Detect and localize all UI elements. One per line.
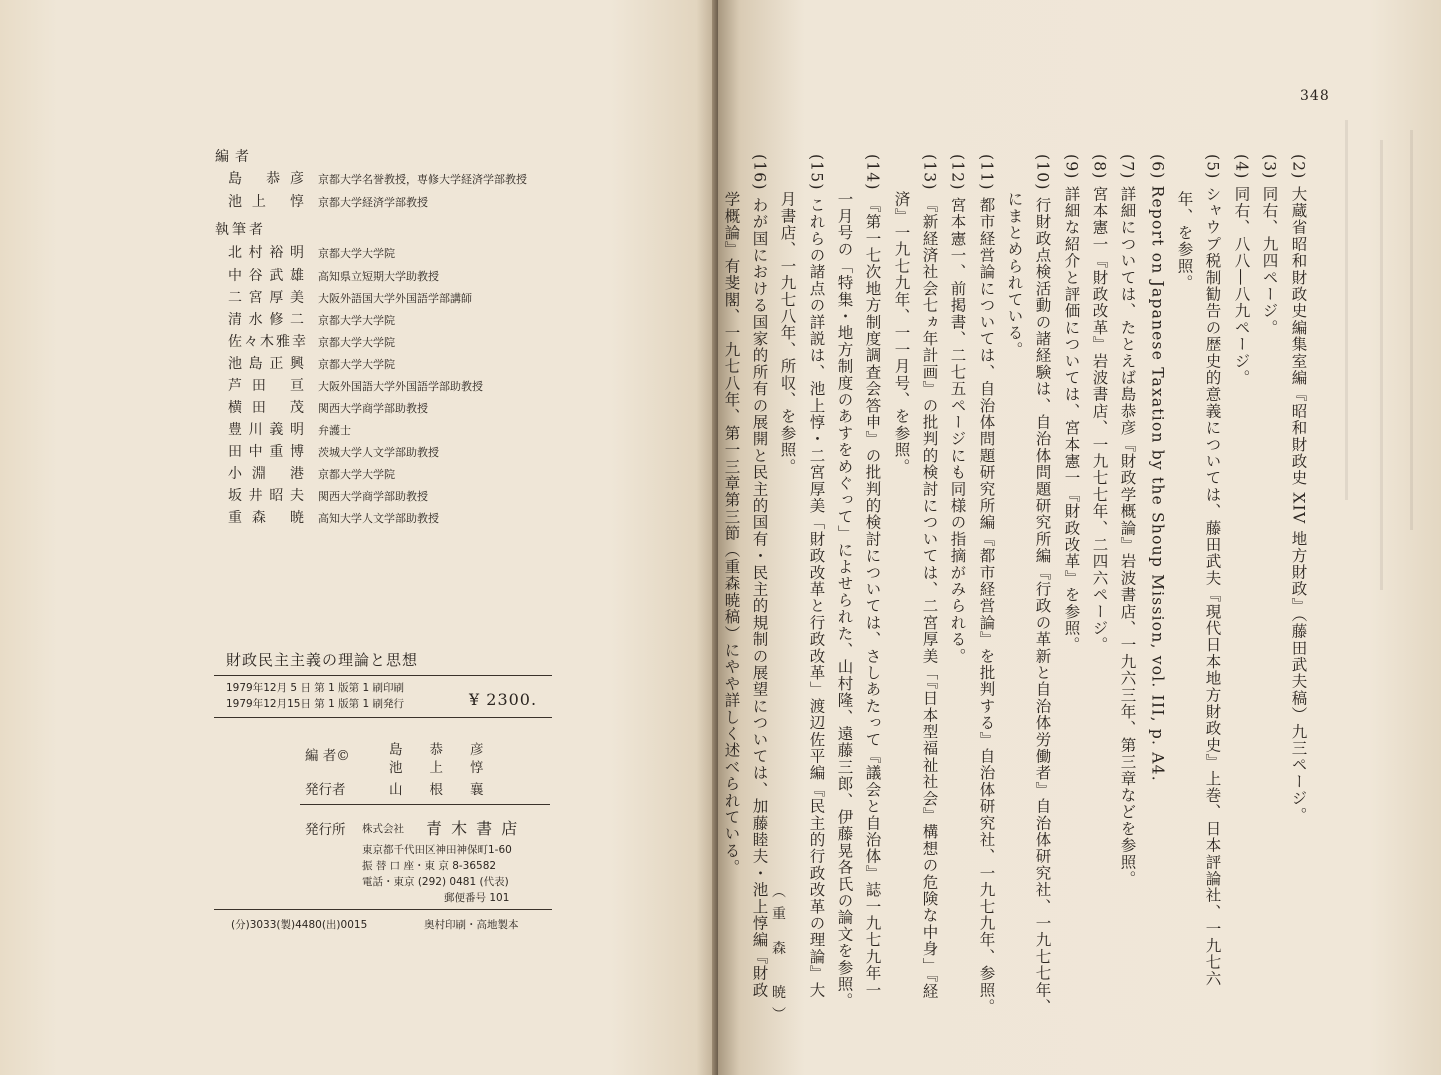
note-6: (6) Report on Japanese Taxation by the Shoup Mission, vol. III, p. A4. xyxy=(1148,154,1167,782)
editor-name: 池上 惇 xyxy=(228,194,306,210)
note-2: (2) 大蔵省昭和財政史編集室編『昭和財政史 XIV 地方財政』（藤田武夫稿）九三ページ。 xyxy=(1289,154,1308,824)
note-5: (5) シャウプ税制勧告の歴史的意義については、藤田武夫『現代日本地方財政史』上巻、日本評論社、一九七六 xyxy=(1203,154,1222,988)
contributor-row xyxy=(228,287,472,307)
note-15: (15) これらの諸点の詳説は、池上惇・二宮厚美「財政改革と行政改革」渡辺佐平編『民主的行政改革の理論』大 xyxy=(807,154,826,999)
contributor-affiliation: 京都大学大学院 xyxy=(318,358,395,371)
contributor-row xyxy=(228,265,439,285)
note-10-cont: にまとめられている。 xyxy=(1005,191,1024,358)
note-5-cont: 年、を参照。 xyxy=(1175,191,1194,292)
show-through-mark xyxy=(1410,130,1413,530)
colophon-editor-2: 池 上 惇 xyxy=(389,760,484,776)
publisher-label: 発行所 xyxy=(305,822,346,838)
publisher-person-label: 発行者 xyxy=(305,782,346,798)
publisher-name: 青 木 書 店 xyxy=(426,819,520,838)
contributor-name: 豊川義明 xyxy=(228,422,306,438)
contributor-name: 清水修二 xyxy=(228,312,306,328)
show-through-mark xyxy=(1380,140,1383,590)
contributor-row xyxy=(228,485,428,505)
note-10: (10) 行財政点検活動の諸経験は、自治体問題研究所編『行政の革新と自治体労働者』自治体研究社、一九七七年、 xyxy=(1033,154,1052,1016)
editor-name: 島 恭彦 xyxy=(228,171,306,187)
contributor-affiliation: 茨城大学人文学部助教授 xyxy=(318,446,439,459)
publisher-person: 山 根 襄 xyxy=(389,782,484,798)
note-8: (8) 宮本憲一『財政改革』岩波書店、一九七七年、二四六ページ。 xyxy=(1090,154,1109,654)
publisher-corp: 株式会社 xyxy=(362,823,404,835)
title-rule xyxy=(214,675,552,676)
contributor-affiliation: 関西大学商学部助教授 xyxy=(318,490,428,503)
editor-affiliation: 京都大学経済学部教授 xyxy=(318,196,428,209)
contributor-row xyxy=(228,397,428,417)
contributor-affiliation: 高知県立短期大学助教授 xyxy=(318,270,439,283)
contributor-name: 佐々木雅幸 xyxy=(228,334,308,350)
contributor-name: 池島正興 xyxy=(228,356,306,372)
contributor-affiliation: 関西大学商学部助教授 xyxy=(318,402,428,415)
contributor-row xyxy=(228,441,439,461)
price: ¥ 2300. xyxy=(469,690,538,709)
contributor-row xyxy=(228,419,351,439)
colophon-editor-1: 島 恭 彦 xyxy=(389,742,484,758)
contributor-affiliation: 大阪外語国大学外国語学部講師 xyxy=(318,292,472,305)
note-12: (12) 宮本憲一、前掲書、二七五ページにも同様の指摘がみられる。 xyxy=(948,154,967,665)
contributor-row xyxy=(228,507,439,527)
note-13-cont: 済』一九七九年、一一月号、を参照。 xyxy=(892,191,911,475)
editor-affiliation: 京都大学名誉教授，専修大学経済学部教授 xyxy=(318,173,527,186)
contributor-row xyxy=(228,309,395,329)
show-through-mark xyxy=(1345,120,1348,500)
bottom-rule xyxy=(214,909,552,910)
editor-row xyxy=(228,168,527,188)
contributor-affiliation: 弁護士 xyxy=(318,424,351,437)
postcode: 郵便番号 101 xyxy=(444,892,510,904)
publisher-phone: 電話・東京 (292) 0481 (代表) xyxy=(362,876,509,888)
contributor-name: 坂井昭夫 xyxy=(228,488,306,504)
contributor-name: 中谷武雄 xyxy=(228,268,306,284)
page-number: 348 xyxy=(1300,88,1330,104)
contributor-affiliation: 高知大学人文学部助教授 xyxy=(318,512,439,525)
contributor-name: 北村裕明 xyxy=(228,245,306,261)
author-signature: （重 森 暁） xyxy=(770,884,786,1029)
contributor-name: 田中重博 xyxy=(228,444,306,460)
note-15-cont: 月書店、一九七八年、所収、を参照。 xyxy=(778,191,797,475)
print-date: 1979年12月 5 日 第 1 版第 1 刷印刷 xyxy=(226,682,404,694)
contributor-affiliation: 京都大学大学院 xyxy=(318,247,395,260)
editors-heading: 編者 xyxy=(215,149,255,165)
editor-row xyxy=(228,191,428,211)
note-7: (7) 詳細については、たとえば島恭彦『財政学概論』岩波書店、一九六三年、第三章などを参照。 xyxy=(1118,154,1137,888)
contributor-name: 芦田 亘 xyxy=(228,378,306,394)
postal-transfer: 振 替 口 座・東 京 8-36582 xyxy=(362,860,497,872)
contributor-affiliation: 京都大学大学院 xyxy=(318,336,395,349)
note-16: (16) わが国における国家的所有の展開と民主的国有・民主的規制の展望については、加藤睦夫・池上惇編『財政 xyxy=(750,154,769,999)
note-11: (11) 都市経営論については、自治体問題研究所編『都市経営論』を批判する』自治体研究社、一九七九年、参照。 xyxy=(977,154,996,1016)
contributor-name: 重森 暁 xyxy=(228,510,306,526)
contributor-affiliation: 京都大学大学院 xyxy=(318,468,395,481)
publisher-address: 東京都千代田区神田神保町1-60 xyxy=(362,844,512,856)
note-4: (4) 同右、八八―八九ページ。 xyxy=(1232,154,1251,387)
contributor-row xyxy=(228,375,483,395)
editor-label: 編 者© xyxy=(305,748,350,764)
note-3: (3) 同右、九四ページ。 xyxy=(1260,154,1279,336)
publisher-rule xyxy=(300,804,550,805)
contributor-affiliation: 大阪外国語大学外国語学部助教授 xyxy=(318,380,483,393)
contributor-name: 小淵 港 xyxy=(228,466,306,482)
contributor-name: 二宮厚美 xyxy=(228,290,306,306)
contributor-row xyxy=(228,331,395,351)
contributor-row xyxy=(228,242,395,262)
classification-code: (分)3033(製)4480(出)0015 xyxy=(231,919,368,931)
date-rule xyxy=(214,717,552,718)
note-16-cont: 学概論』有斐閣、一九七八年、第一三章第三節（重森暁稿）にやや詳しく述べられている。 xyxy=(722,191,741,876)
contributor-row xyxy=(228,353,395,373)
contributor-row xyxy=(228,463,395,483)
note-14-cont: 一月号の「特集・地方制度のあすをめぐって」によせられた、山村隆、遠藤三郎、伊藤晃各氏の論文を参照。 xyxy=(835,191,854,1010)
publish-date: 1979年12月15日 第 1 版第 1 刷発行 xyxy=(226,698,404,710)
contributor-name: 横田 茂 xyxy=(228,400,306,416)
note-13: (13) 『新経済社会七ヵ年計画』の批判的検討については、二宮厚美「『日本型福祉社会』構想の危険な中身」『経 xyxy=(920,154,939,1000)
book-title: 財政民主主義の理論と思想 xyxy=(226,651,419,669)
printer: 奥村印刷・高地製本 xyxy=(424,919,519,931)
contributor-affiliation: 京都大学大学院 xyxy=(318,314,395,327)
left-page-colophon xyxy=(0,0,718,1075)
contributors-heading: 執筆者 xyxy=(215,222,266,238)
note-9: (9) 詳細な紹介と評価については、宮本憲一『財政改革』を参照。 xyxy=(1062,154,1081,654)
note-14: (14) 『第一七次地方制度調査会答申』の批判的検討については、さしあたって『議会と自治体』誌一九七九年一 xyxy=(863,154,882,999)
